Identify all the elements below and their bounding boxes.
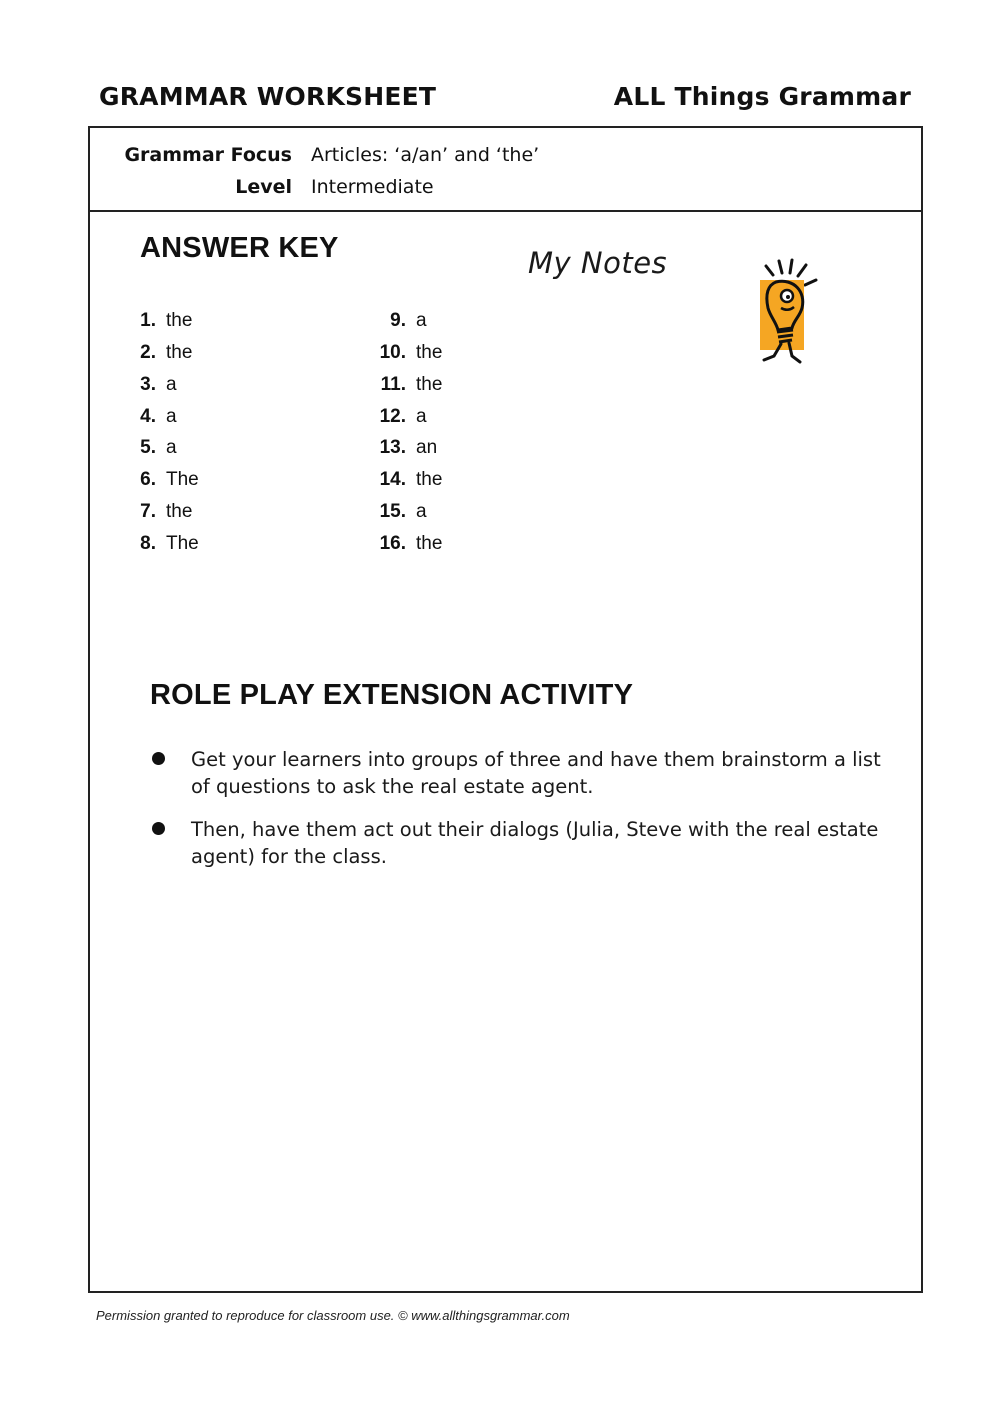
answer-number: 9.: [390, 310, 406, 331]
lightbulb-character-icon: [754, 258, 834, 368]
answer-number: 5.: [140, 437, 156, 458]
grammar-focus-label: Grammar Focus: [124, 144, 292, 166]
bullet-icon: [152, 822, 165, 835]
answer-text: a: [416, 310, 427, 331]
answer-text: a: [166, 374, 177, 395]
worksheet-frame: [88, 126, 923, 1293]
worksheet-title: GRAMMAR WORKSHEET: [99, 82, 437, 111]
answer-key-title: ANSWER KEY: [140, 232, 339, 264]
answer-text: a: [166, 406, 177, 427]
role-play-title: ROLE PLAY EXTENSION ACTIVITY: [150, 679, 634, 711]
brand-name: ALL Things Grammar: [613, 82, 911, 111]
copyright-footer: Permission granted to reproduce for classroom use. © www.allthingsgrammar.com: [96, 1308, 570, 1323]
answer-text: the: [166, 501, 193, 522]
level-value: Intermediate: [311, 176, 434, 198]
answer-text: the: [416, 533, 443, 554]
answer-number: 3.: [140, 374, 156, 395]
answer-number: 7.: [140, 501, 156, 522]
grammar-focus-value: Articles: ‘a/an’ and ‘the’: [311, 144, 540, 166]
my-notes-title: My Notes: [528, 246, 668, 280]
answer-text: a: [166, 437, 177, 458]
answer-text: The: [166, 533, 199, 554]
answer-number: 10.: [379, 342, 406, 363]
answer-text: a: [416, 501, 427, 522]
answer-number: 4.: [140, 406, 156, 427]
answer-text: a: [416, 406, 427, 427]
bullet-icon: [152, 752, 165, 765]
answer-text: the: [166, 342, 193, 363]
answer-text: the: [416, 342, 443, 363]
answer-number: 13.: [379, 437, 406, 458]
answer-number: 8.: [140, 533, 156, 554]
answer-number: 6.: [140, 469, 156, 490]
info-box: [90, 128, 921, 212]
answer-number: 16.: [379, 533, 406, 554]
answer-text: The: [166, 469, 199, 490]
answer-number: 14.: [379, 469, 406, 490]
answer-number: 11.: [380, 374, 406, 395]
answer-number: 1.: [140, 310, 156, 331]
answer-text: an: [416, 437, 438, 458]
answer-number: 2.: [140, 342, 156, 363]
answer-text: the: [416, 469, 443, 490]
answer-text: the: [416, 374, 443, 395]
answer-number: 15.: [379, 501, 406, 522]
answer-number: 12.: [379, 406, 406, 427]
level-label: Level: [235, 176, 292, 198]
answer-text: the: [166, 310, 193, 331]
role-play-instruction: Then, have them act out their dialogs (Julia, Steve with the real estate agent) for the class.: [191, 818, 879, 868]
role-play-instruction: Get your learners into groups of three and have them brainstorm a list of questions to ask the real estate agent.: [191, 748, 881, 798]
